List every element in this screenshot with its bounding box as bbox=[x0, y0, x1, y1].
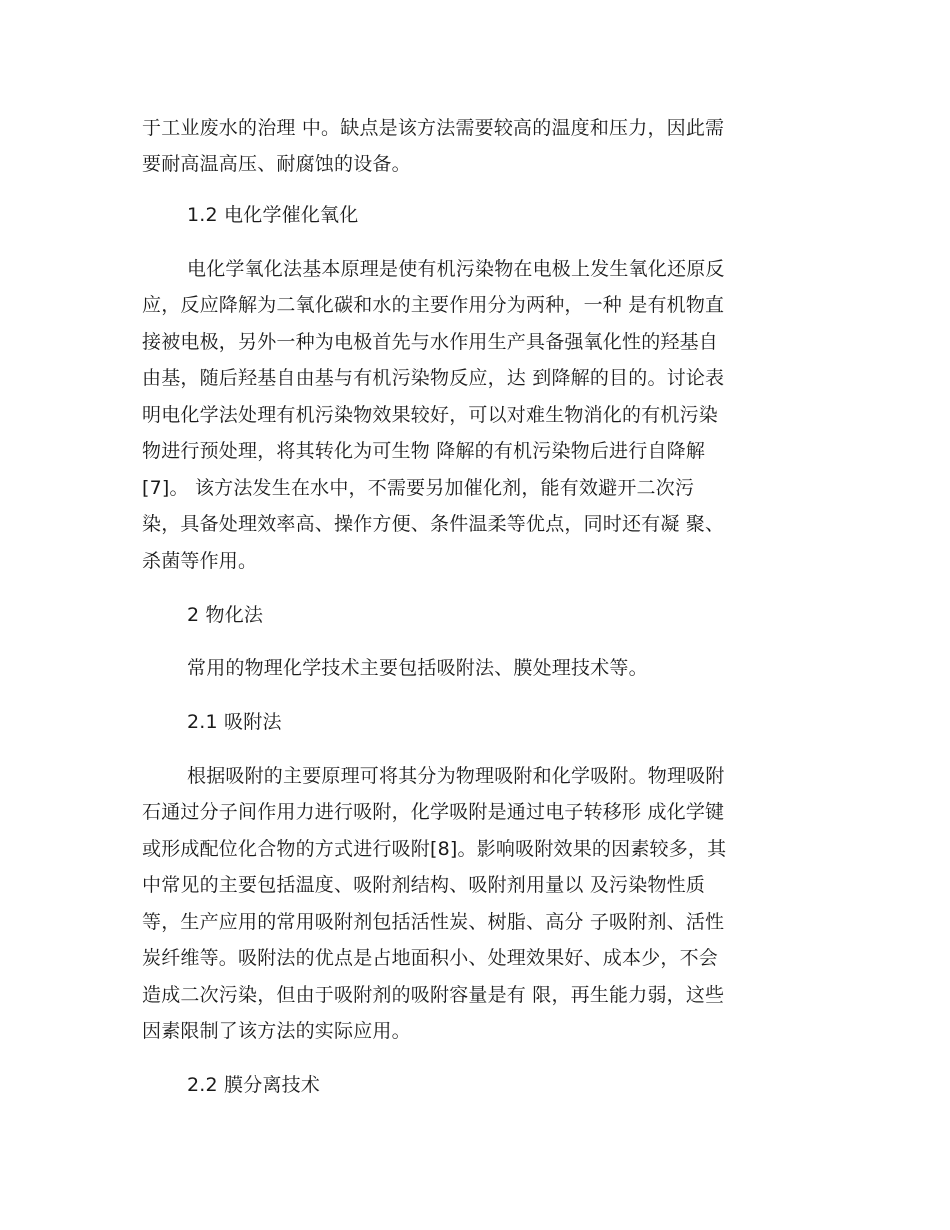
text-line: 造成二次污染，但由于吸附剂的吸附容量是有 限，再生能力弱，这些 bbox=[142, 984, 725, 1006]
text-line: 于工业废水的治理 中。缺点是该方法需要较高的温度和压力，因此需 bbox=[142, 117, 725, 139]
text-line: 杀菌等作用。 bbox=[142, 550, 258, 572]
section-heading: 1.2 电化学催化氧化 bbox=[187, 204, 359, 226]
text-line: 炭纤维等。吸附法的优点是占地面积小、处理效果好、成本少，不会 bbox=[142, 947, 719, 969]
text-line: 因素限制了该方法的实际应用。 bbox=[142, 1020, 411, 1042]
text-line: 电化学氧化法基本原理是使有机污染物在电极上发生氧化还原反 bbox=[187, 258, 725, 280]
section-heading: 2.1 吸附法 bbox=[187, 711, 282, 733]
text-line: 明电化学法处理有机污染物效果较好，可以对难生物消化的有机污染 bbox=[142, 404, 719, 426]
text-line: 染，具备处理效率高、操作方便、条件温柔等优点，同时还有凝 聚、 bbox=[142, 513, 725, 535]
text-line: 应，反应降解为二氧化碳和水的主要作用分为两种，一种 是有机物直 bbox=[142, 294, 725, 316]
text-line: 石通过分子间作用力进行吸附，化学吸附是通过电子转移形 成化学键 bbox=[142, 801, 725, 823]
section-heading: 2.2 膜分离技术 bbox=[187, 1074, 321, 1096]
text-line: 要耐高温高压、耐腐蚀的设备。 bbox=[142, 153, 411, 175]
text-line: 根据吸附的主要原理可将其分为物理吸附和化学吸附。物理吸附 bbox=[187, 765, 725, 787]
text-line: 由基，随后羟基自由基与有机污染物反应，达 到降解的目的。讨论表 bbox=[142, 367, 725, 389]
text-line: 中常见的主要包括温度、吸附剂结构、吸附剂用量以 及污染物性质 bbox=[142, 874, 706, 896]
text-line: 接被电极，另外一种为电极首先与水作用生产具备强氧化性的羟基自 bbox=[142, 331, 719, 353]
text-line: 物进行预处理，将其转化为可生物 降解的有机污染物后进行自降解 bbox=[142, 440, 706, 462]
text-line: 或形成配位化合物的方式进行吸附[8]。影响吸附效果的因素较多，其 bbox=[142, 838, 727, 860]
section-heading: 2 物化法 bbox=[187, 604, 264, 626]
text-line: 常用的物理化学技术主要包括吸附法、膜处理技术等。 bbox=[187, 657, 648, 679]
text-line: 等，生产应用的常用吸附剂包括活性炭、树脂、高分 子吸附剂、活性 bbox=[142, 911, 725, 933]
text-line: [7]。 该方法发生在水中，不需要另加催化剂，能有效避开二次污 bbox=[142, 477, 695, 499]
